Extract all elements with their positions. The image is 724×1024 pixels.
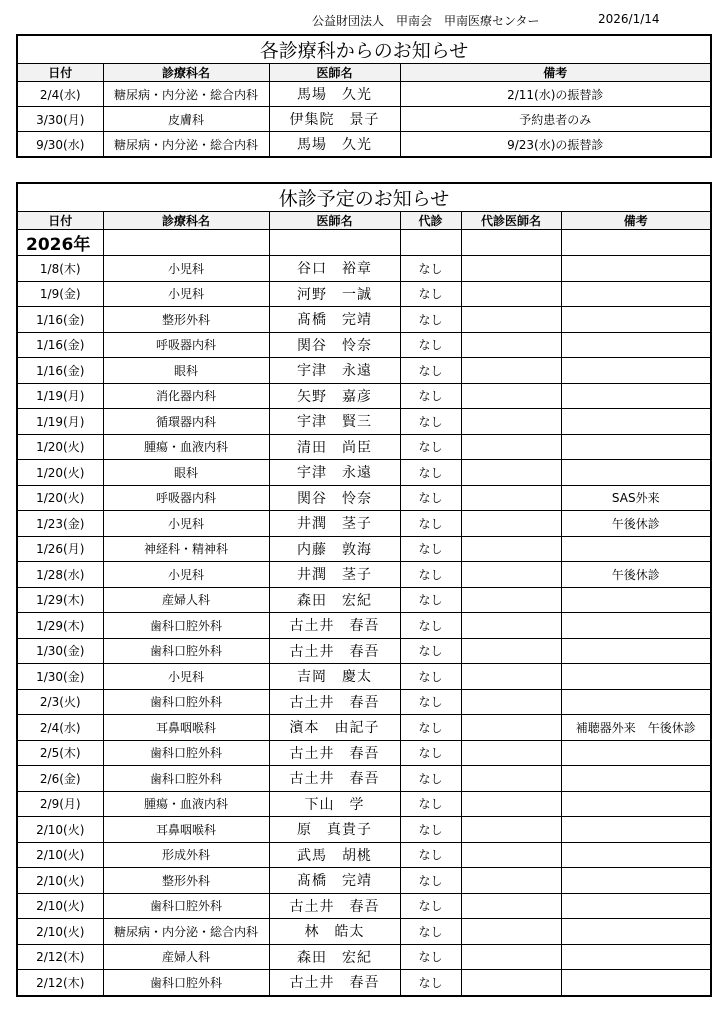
organization-name: 公益財団法人 甲南会 甲南医療センター	[312, 14, 540, 28]
page-header	[0, 12, 724, 32]
date-cell: 2/12(木)	[17, 970, 103, 996]
substitute-doctor-cell	[461, 358, 561, 384]
substitute-cell: なし	[400, 434, 461, 460]
table-row	[17, 358, 711, 384]
table-row	[17, 638, 711, 664]
substitute-doctor-cell	[461, 740, 561, 766]
empty-cell	[400, 230, 461, 256]
date-cell: 1/20(火)	[17, 485, 103, 511]
department-cell: 歯科口腔外科	[103, 970, 269, 996]
doctor-cell: 谷口 裕章	[269, 256, 400, 282]
note-cell	[561, 893, 711, 919]
table-row	[17, 460, 711, 486]
substitute-cell: なし	[400, 562, 461, 588]
column-header: 備考	[561, 212, 711, 230]
substitute-cell: なし	[400, 460, 461, 486]
doctor-cell: 宇津 賢三	[269, 409, 400, 435]
doctor-cell: 宇津 永遠	[269, 460, 400, 486]
department-cell: 糖尿病・内分泌・総合内科	[103, 919, 269, 945]
note-cell	[561, 868, 711, 894]
table-row	[17, 383, 711, 409]
department-cell: 呼吸器内科	[103, 332, 269, 358]
substitute-doctor-cell	[461, 893, 561, 919]
doctor-cell: 林 皓太	[269, 919, 400, 945]
note-cell	[561, 842, 711, 868]
substitute-cell: なし	[400, 536, 461, 562]
doctor-cell: 森田 宏紀	[269, 587, 400, 613]
year-label: 2026年	[17, 230, 103, 256]
substitute-cell: なし	[400, 893, 461, 919]
table-row	[17, 434, 711, 460]
table-row	[17, 664, 711, 690]
department-cell: 小児科	[103, 664, 269, 690]
substitute-doctor-cell	[461, 766, 561, 792]
table-row	[17, 82, 711, 107]
date-cell: 2/10(火)	[17, 842, 103, 868]
department-cell: 小児科	[103, 511, 269, 537]
substitute-cell: なし	[400, 817, 461, 843]
column-header: 日付	[17, 212, 103, 230]
date-cell: 1/19(月)	[17, 383, 103, 409]
doctor-cell: 髙橋 完靖	[269, 307, 400, 333]
substitute-doctor-cell	[461, 562, 561, 588]
department-cell: 皮膚科	[103, 107, 269, 132]
substitute-cell: なし	[400, 256, 461, 282]
doctor-cell: 清田 尚臣	[269, 434, 400, 460]
table-row	[17, 817, 711, 843]
table-row	[17, 868, 711, 894]
note-cell: 午後休診	[561, 511, 711, 537]
doctor-cell: 古土井 春吾	[269, 689, 400, 715]
date-cell: 2/10(火)	[17, 893, 103, 919]
substitute-cell: なし	[400, 332, 461, 358]
substitute-cell: なし	[400, 868, 461, 894]
doctor-cell: 下山 学	[269, 791, 400, 817]
date-cell: 1/26(月)	[17, 536, 103, 562]
department-cell: 耳鼻咽喉科	[103, 715, 269, 741]
table-row	[17, 791, 711, 817]
note-cell	[561, 740, 711, 766]
substitute-doctor-cell	[461, 307, 561, 333]
column-header: 診療科名	[103, 212, 269, 230]
doctor-cell: 濱本 由記子	[269, 715, 400, 741]
date-cell: 2/12(木)	[17, 944, 103, 970]
department-cell: 耳鼻咽喉科	[103, 817, 269, 843]
note-cell	[561, 689, 711, 715]
note-cell	[561, 383, 711, 409]
substitute-cell: なし	[400, 919, 461, 945]
table-row	[17, 485, 711, 511]
column-header: 日付	[17, 64, 103, 82]
department-cell: 形成外科	[103, 842, 269, 868]
doctor-cell: 井潤 茎子	[269, 511, 400, 537]
department-cell: 整形外科	[103, 868, 269, 894]
date-cell: 2/3(火)	[17, 689, 103, 715]
date-cell: 1/30(金)	[17, 664, 103, 690]
substitute-doctor-cell	[461, 919, 561, 945]
note-cell	[561, 281, 711, 307]
table-row	[17, 332, 711, 358]
date-cell: 9/30(水)	[17, 132, 103, 158]
doctor-cell: 伊集院 景子	[269, 107, 400, 132]
date-cell: 1/20(火)	[17, 460, 103, 486]
substitute-cell: なし	[400, 587, 461, 613]
substitute-doctor-cell	[461, 587, 561, 613]
date-cell: 1/9(金)	[17, 281, 103, 307]
note-cell	[561, 409, 711, 435]
department-cell: 小児科	[103, 562, 269, 588]
substitute-doctor-cell	[461, 715, 561, 741]
department-cell: 糖尿病・内分泌・総合内科	[103, 132, 269, 158]
note-cell	[561, 919, 711, 945]
date-cell: 1/19(月)	[17, 409, 103, 435]
table-row	[17, 893, 711, 919]
substitute-doctor-cell	[461, 817, 561, 843]
table-row	[17, 132, 711, 158]
substitute-cell: なし	[400, 638, 461, 664]
department-cell: 消化器内科	[103, 383, 269, 409]
table-row	[17, 613, 711, 639]
column-header: 医師名	[269, 64, 400, 82]
note-cell	[561, 970, 711, 996]
department-cell: 神経科・精神科	[103, 536, 269, 562]
doctor-cell: 原 真貴子	[269, 817, 400, 843]
table-header-row	[17, 64, 711, 82]
doctor-cell: 馬場 久光	[269, 132, 400, 158]
doctor-cell: 矢野 嘉彦	[269, 383, 400, 409]
table-header-row	[17, 212, 711, 230]
note-cell: 補聴器外来 午後休診	[561, 715, 711, 741]
department-cell: 糖尿病・内分泌・総合内科	[103, 82, 269, 107]
substitute-cell: なし	[400, 689, 461, 715]
substitute-cell: なし	[400, 511, 461, 537]
substitute-cell: なし	[400, 613, 461, 639]
doctor-cell: 古土井 春吾	[269, 740, 400, 766]
column-header: 備考	[400, 64, 711, 82]
table-row	[17, 281, 711, 307]
table-row	[17, 409, 711, 435]
date-cell: 1/20(火)	[17, 434, 103, 460]
note-cell	[561, 460, 711, 486]
substitute-cell: なし	[400, 715, 461, 741]
department-notices-title: 各診療科からのお知らせ	[17, 35, 711, 64]
substitute-doctor-cell	[461, 383, 561, 409]
note-cell	[561, 536, 711, 562]
table-row	[17, 944, 711, 970]
note-cell: 午後休診	[561, 562, 711, 588]
department-notices-table	[16, 34, 712, 158]
substitute-cell: なし	[400, 307, 461, 333]
substitute-doctor-cell	[461, 409, 561, 435]
column-header: 診療科名	[103, 64, 269, 82]
table-row	[17, 511, 711, 537]
department-cell: 小児科	[103, 256, 269, 282]
note-cell	[561, 613, 711, 639]
substitute-cell: なし	[400, 358, 461, 384]
department-cell: 産婦人科	[103, 587, 269, 613]
substitute-doctor-cell	[461, 970, 561, 996]
doctor-cell: 古土井 春吾	[269, 970, 400, 996]
doctor-cell: 関谷 怜奈	[269, 332, 400, 358]
substitute-doctor-cell	[461, 638, 561, 664]
date-cell: 2/10(火)	[17, 817, 103, 843]
empty-cell	[461, 230, 561, 256]
substitute-cell: なし	[400, 664, 461, 690]
substitute-doctor-cell	[461, 256, 561, 282]
note-cell	[561, 434, 711, 460]
substitute-doctor-cell	[461, 664, 561, 690]
substitute-cell: なし	[400, 766, 461, 792]
closure-schedule-title: 休診予定のお知らせ	[17, 183, 711, 212]
substitute-cell: なし	[400, 740, 461, 766]
issue-date: 2026/1/14	[598, 12, 660, 26]
note-cell	[561, 664, 711, 690]
year-row	[17, 230, 711, 256]
note-cell	[561, 587, 711, 613]
note-cell: SAS外来	[561, 485, 711, 511]
note-cell	[561, 791, 711, 817]
doctor-cell: 髙橋 完靖	[269, 868, 400, 894]
empty-cell	[269, 230, 400, 256]
note-cell	[561, 638, 711, 664]
empty-cell	[103, 230, 269, 256]
column-header: 医師名	[269, 212, 400, 230]
substitute-doctor-cell	[461, 791, 561, 817]
table-row	[17, 307, 711, 333]
doctor-cell: 吉岡 慶太	[269, 664, 400, 690]
date-cell: 1/23(金)	[17, 511, 103, 537]
substitute-doctor-cell	[461, 511, 561, 537]
date-cell: 2/4(水)	[17, 82, 103, 107]
note-cell	[561, 307, 711, 333]
note-cell	[561, 944, 711, 970]
doctor-cell: 古土井 春吾	[269, 613, 400, 639]
substitute-doctor-cell	[461, 689, 561, 715]
note-cell: 9/23(水)の振替診	[400, 132, 711, 158]
table-row	[17, 536, 711, 562]
note-cell	[561, 332, 711, 358]
substitute-cell: なし	[400, 970, 461, 996]
department-cell: 歯科口腔外科	[103, 638, 269, 664]
substitute-cell: なし	[400, 281, 461, 307]
doctor-cell: 馬場 久光	[269, 82, 400, 107]
table-row	[17, 562, 711, 588]
date-cell: 2/5(木)	[17, 740, 103, 766]
doctor-cell: 古土井 春吾	[269, 638, 400, 664]
department-cell: 整形外科	[103, 307, 269, 333]
substitute-cell: なし	[400, 791, 461, 817]
date-cell: 2/6(金)	[17, 766, 103, 792]
note-cell	[561, 256, 711, 282]
column-header: 代診医師名	[461, 212, 561, 230]
doctor-cell: 関谷 怜奈	[269, 485, 400, 511]
note-cell: 予約患者のみ	[400, 107, 711, 132]
doctor-cell: 内藤 敦海	[269, 536, 400, 562]
date-cell: 1/28(水)	[17, 562, 103, 588]
table-row	[17, 689, 711, 715]
department-cell: 歯科口腔外科	[103, 613, 269, 639]
date-cell: 2/10(火)	[17, 919, 103, 945]
table-row	[17, 587, 711, 613]
doctor-cell: 宇津 永遠	[269, 358, 400, 384]
table-row	[17, 740, 711, 766]
date-cell: 1/16(金)	[17, 332, 103, 358]
closure-schedule-body	[17, 256, 711, 996]
substitute-doctor-cell	[461, 613, 561, 639]
department-notices-body	[17, 82, 711, 158]
substitute-doctor-cell	[461, 485, 561, 511]
doctor-cell: 武馬 胡桃	[269, 842, 400, 868]
substitute-doctor-cell	[461, 460, 561, 486]
department-cell: 眼科	[103, 358, 269, 384]
doctor-cell: 古土井 春吾	[269, 766, 400, 792]
department-cell: 腫瘍・血液内科	[103, 434, 269, 460]
department-cell: 歯科口腔外科	[103, 740, 269, 766]
doctor-cell: 森田 宏紀	[269, 944, 400, 970]
note-cell	[561, 817, 711, 843]
substitute-doctor-cell	[461, 281, 561, 307]
substitute-cell: なし	[400, 409, 461, 435]
column-header: 代診	[400, 212, 461, 230]
substitute-doctor-cell	[461, 868, 561, 894]
doctor-cell: 古土井 春吾	[269, 893, 400, 919]
date-cell: 1/16(金)	[17, 307, 103, 333]
table-row	[17, 256, 711, 282]
date-cell: 2/10(火)	[17, 868, 103, 894]
closure-schedule-table	[16, 182, 712, 997]
department-cell: 小児科	[103, 281, 269, 307]
date-cell: 2/4(水)	[17, 715, 103, 741]
substitute-doctor-cell	[461, 332, 561, 358]
substitute-doctor-cell	[461, 536, 561, 562]
department-cell: 呼吸器内科	[103, 485, 269, 511]
department-cell: 腫瘍・血液内科	[103, 791, 269, 817]
substitute-cell: なし	[400, 383, 461, 409]
note-cell	[561, 358, 711, 384]
department-cell: 眼科	[103, 460, 269, 486]
table-row	[17, 107, 711, 132]
department-cell: 産婦人科	[103, 944, 269, 970]
note-cell	[561, 766, 711, 792]
substitute-cell: なし	[400, 485, 461, 511]
date-cell: 1/16(金)	[17, 358, 103, 384]
doctor-cell: 井潤 茎子	[269, 562, 400, 588]
substitute-cell: なし	[400, 842, 461, 868]
department-cell: 歯科口腔外科	[103, 689, 269, 715]
date-cell: 1/8(木)	[17, 256, 103, 282]
table-row	[17, 970, 711, 996]
table-row	[17, 715, 711, 741]
empty-cell	[561, 230, 711, 256]
substitute-cell: なし	[400, 944, 461, 970]
department-cell: 循環器内科	[103, 409, 269, 435]
department-cell: 歯科口腔外科	[103, 766, 269, 792]
date-cell: 3/30(月)	[17, 107, 103, 132]
table-row	[17, 766, 711, 792]
doctor-cell: 河野 一誠	[269, 281, 400, 307]
substitute-doctor-cell	[461, 944, 561, 970]
date-cell: 2/9(月)	[17, 791, 103, 817]
note-cell: 2/11(水)の振替診	[400, 82, 711, 107]
date-cell: 1/29(木)	[17, 613, 103, 639]
table-row	[17, 919, 711, 945]
date-cell: 1/29(木)	[17, 587, 103, 613]
substitute-doctor-cell	[461, 842, 561, 868]
department-cell: 歯科口腔外科	[103, 893, 269, 919]
substitute-doctor-cell	[461, 434, 561, 460]
table-row	[17, 842, 711, 868]
date-cell: 1/30(金)	[17, 638, 103, 664]
